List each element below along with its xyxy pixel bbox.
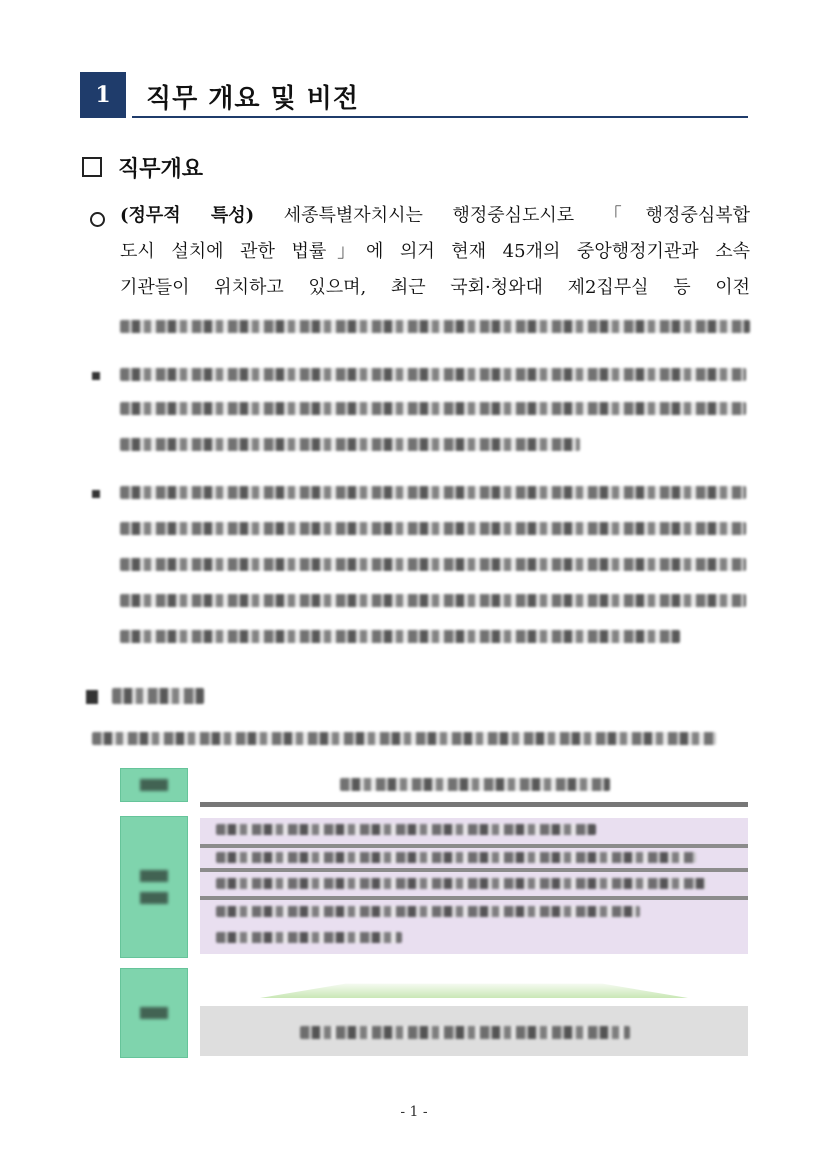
obscured-text-line [216,932,402,943]
diagram-arrow-band [260,980,688,998]
obscured-label [140,892,168,904]
section-title: 직무 개요 및 비전 [146,84,359,114]
obscured-label [140,870,168,882]
obscured-text-line [120,558,746,571]
paragraph-text: 세종특별자치시는 행정중심도시로 「행정중심복합 [254,205,751,226]
subsection-title: 직무개요 [118,156,204,182]
obscured-text-line [120,486,746,499]
vision-diagram [120,768,748,1058]
obscured-text-line [120,368,746,381]
obscured-text-line [120,438,580,451]
obscured-text-line [216,878,706,889]
diagram-label-cell [120,768,188,802]
obscured-label [140,779,168,791]
paragraph-political [90,200,750,340]
paragraph-line [120,236,750,268]
obscured-text-line [216,852,696,863]
obscured-text-line [216,906,640,917]
paragraph-text: 도시 설치에 관한 법률」에 의거 현재 45개의 중앙행정기관과 소속 [120,241,750,262]
diagram-separator [200,868,748,872]
diagram-separator [200,844,748,848]
obscured-heading [112,688,204,704]
diagram-rule [200,802,748,807]
obscured-text-line [120,594,746,607]
bullet-icon [92,490,100,498]
obscured-heading-marker [86,690,98,704]
obscured-label [140,1007,168,1019]
diagram-label-cell [120,968,188,1058]
paragraph-lead: (정무적 특성) [120,205,255,226]
section-number: 1 [80,72,126,118]
paragraph-line [120,272,750,304]
subsection-heading [82,150,203,184]
paragraph-line [120,200,750,232]
checkbox-square-icon [82,157,102,177]
diagram-label-cell [120,816,188,958]
obscured-text-line [120,320,750,333]
obscured-text-line [120,402,746,415]
obscured-text-line [92,732,716,745]
section-heading [80,72,748,118]
page-number: - 1 - [400,1104,428,1120]
circle-bullet-icon [90,212,105,227]
bullet-icon [92,372,100,380]
diagram-separator [200,896,748,900]
obscured-vision-text [300,1026,630,1039]
section-underline [132,116,748,118]
obscured-text-line [120,630,680,643]
obscured-diagram-header [340,778,610,791]
obscured-text-line [120,522,746,535]
paragraph-text: 기관들이 위치하고 있으며, 최근 국회·청와대 제2집무실 등 이전 [120,277,750,298]
obscured-text-line [216,824,596,835]
